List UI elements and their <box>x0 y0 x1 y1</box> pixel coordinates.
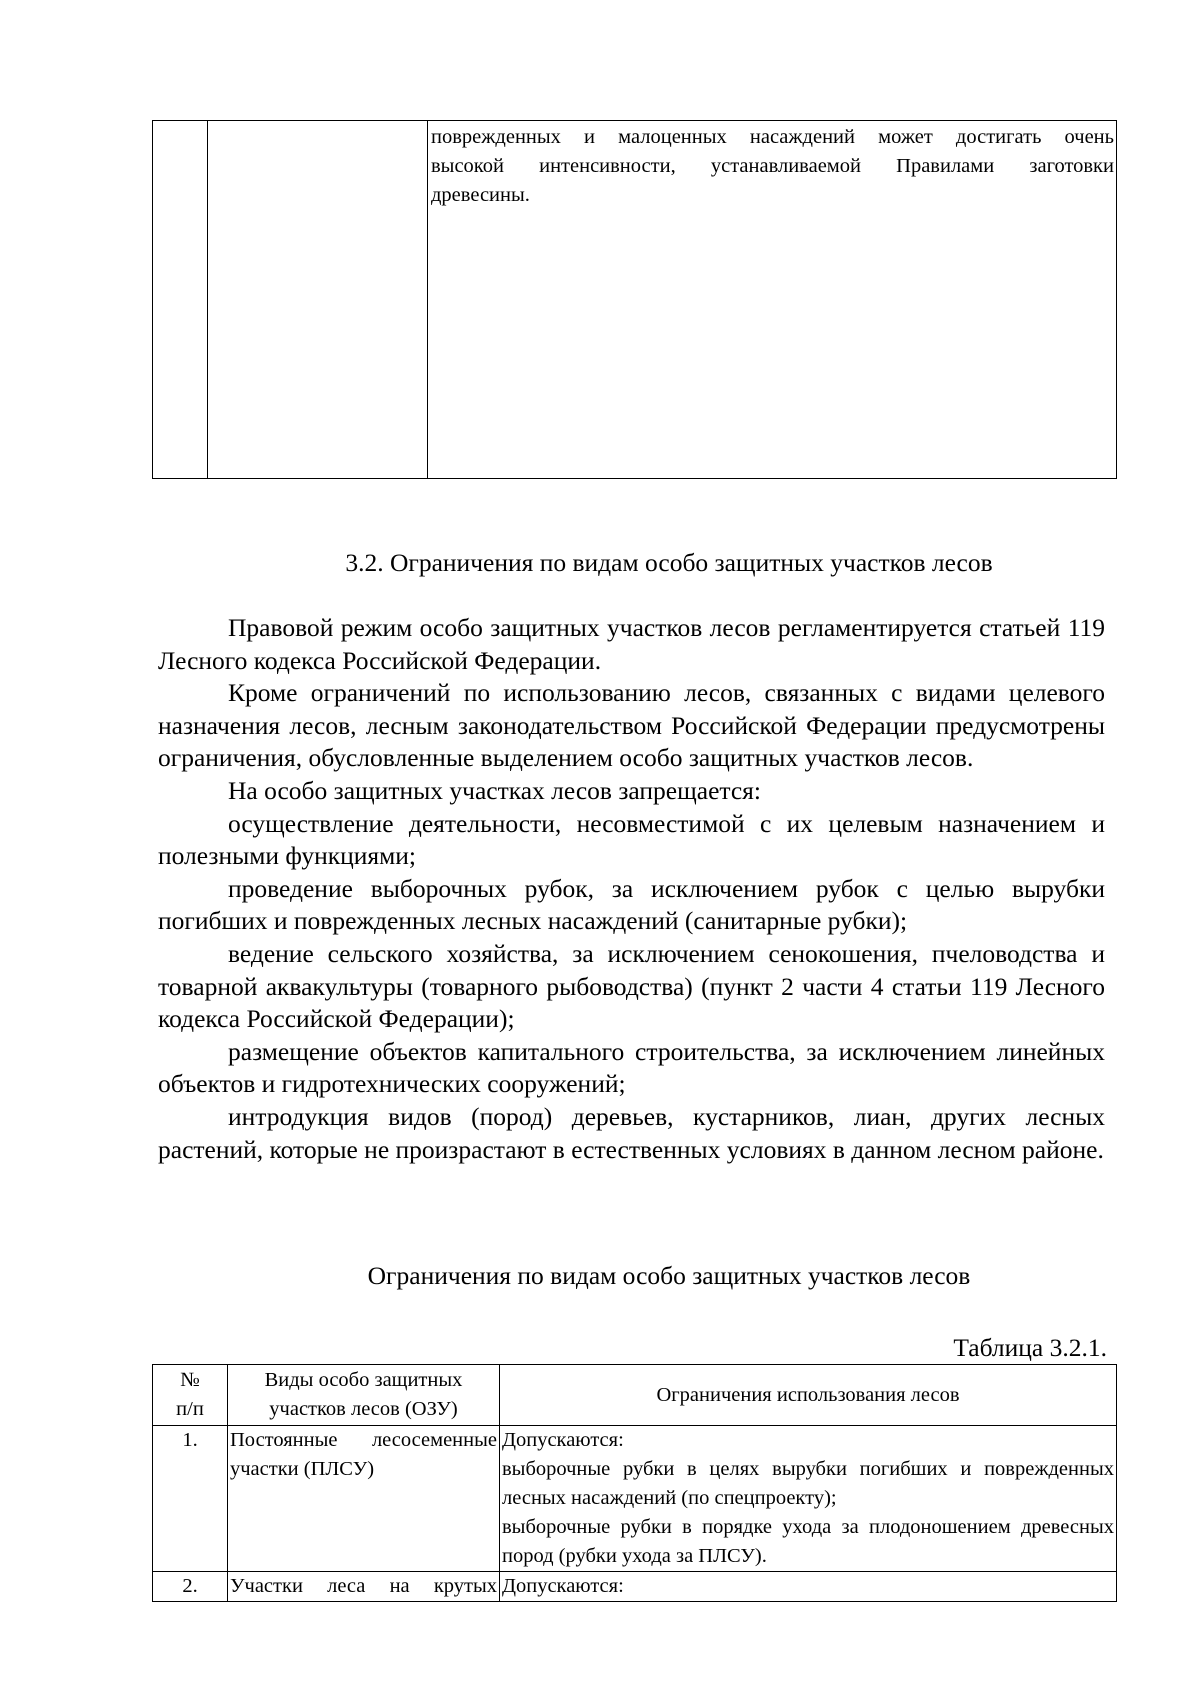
section-body <box>158 612 1105 1166</box>
table-cell <box>208 121 428 479</box>
restriction-line: Допускаются: <box>502 1575 624 1597</box>
table-row <box>153 1426 1117 1572</box>
section-heading: 3.2. Ограничения по видам особо защитных участков лесов <box>345 548 993 577</box>
text-line: высокой интенсивности, устанавливаемой Правилами заготовки <box>431 155 1114 177</box>
continuation-table <box>152 120 1117 479</box>
table-cell <box>153 121 208 479</box>
header-text: п/п <box>176 1398 204 1420</box>
header-restrictions: Ограничения использования лесов <box>500 1365 1117 1426</box>
paragraph: На особо защитных участках лесов запрещается: <box>228 775 761 805</box>
table-cell <box>428 121 1117 479</box>
paragraph: Кроме ограничений по использованию лесов, связанных с видами целевого назначения лесов, лесным законодательством Российской Федерации предусмотрены ограничения, обусловленные выделением особо защитных участков лесов. <box>158 678 1105 773</box>
text-line: древесины. <box>431 184 530 206</box>
header-text: № <box>180 1369 200 1391</box>
paragraph: Правовой режим особо защитных участков лесов регламентируется статьей 119 Лесного кодекса Российской Федерации. <box>158 613 1105 675</box>
row-number: 1. <box>153 1426 228 1572</box>
paragraph: осуществление деятельности, несовместимой с их целевым назначением и полезными функциями; <box>158 808 1105 871</box>
table-caption: Ограничения по видам особо защитных участков лесов <box>367 1261 971 1290</box>
table-row <box>153 1572 1117 1602</box>
table-header-row <box>153 1365 1117 1426</box>
header-text: Виды особо защитных <box>264 1369 463 1391</box>
row-type: Постоянные лесосеменные участки (ПЛСУ) <box>228 1426 500 1572</box>
cell-text <box>428 121 1116 210</box>
text-line: поврежденных и малоценных насаждений может достигать очень <box>431 126 1114 148</box>
row-restrictions <box>500 1572 1117 1602</box>
header-num <box>153 1365 228 1426</box>
restriction-line: выборочные рубки в целях вырубки погибших и поврежденных лесных насаждений (по спецпроекту); <box>502 1458 1114 1509</box>
table-row <box>153 121 1117 479</box>
row-number: 2. <box>153 1572 228 1602</box>
paragraph: интродукция видов (пород) деревьев, кустарников, лиан, других лесных растений, которые не произрастают в естественных условиях в данном лесном районе. <box>158 1101 1105 1164</box>
restriction-line: выборочные рубки в порядке ухода за плодоношением древесных пород (рубки ухода за ПЛСУ). <box>502 1516 1114 1567</box>
paragraph: размещение объектов капитального строительства, за исключением линейных объектов и гидротехнических сооружений; <box>158 1036 1105 1099</box>
paragraph: ведение сельского хозяйства, за исключением сенокошения, пчеловодства и товарной аквакультуры (товарного рыбоводства) (пункт 2 части 4 статьи 119 Лесного кодекса Российской Федерации); <box>158 938 1105 1034</box>
table-number: Таблица 3.2.1. <box>953 1333 1107 1362</box>
restrictions-table <box>152 1364 1117 1602</box>
paragraph: проведение выборочных рубок, за исключением рубок с целью вырубки погибших и поврежденных лесных насаждений (санитарные рубки); <box>158 873 1105 936</box>
header-text: участков лесов (ОЗУ) <box>269 1398 458 1420</box>
header-type <box>228 1365 500 1426</box>
row-restrictions <box>500 1426 1117 1572</box>
row-type: Участки леса на крутых <box>228 1572 500 1602</box>
restriction-line: Допускаются: <box>502 1429 624 1451</box>
